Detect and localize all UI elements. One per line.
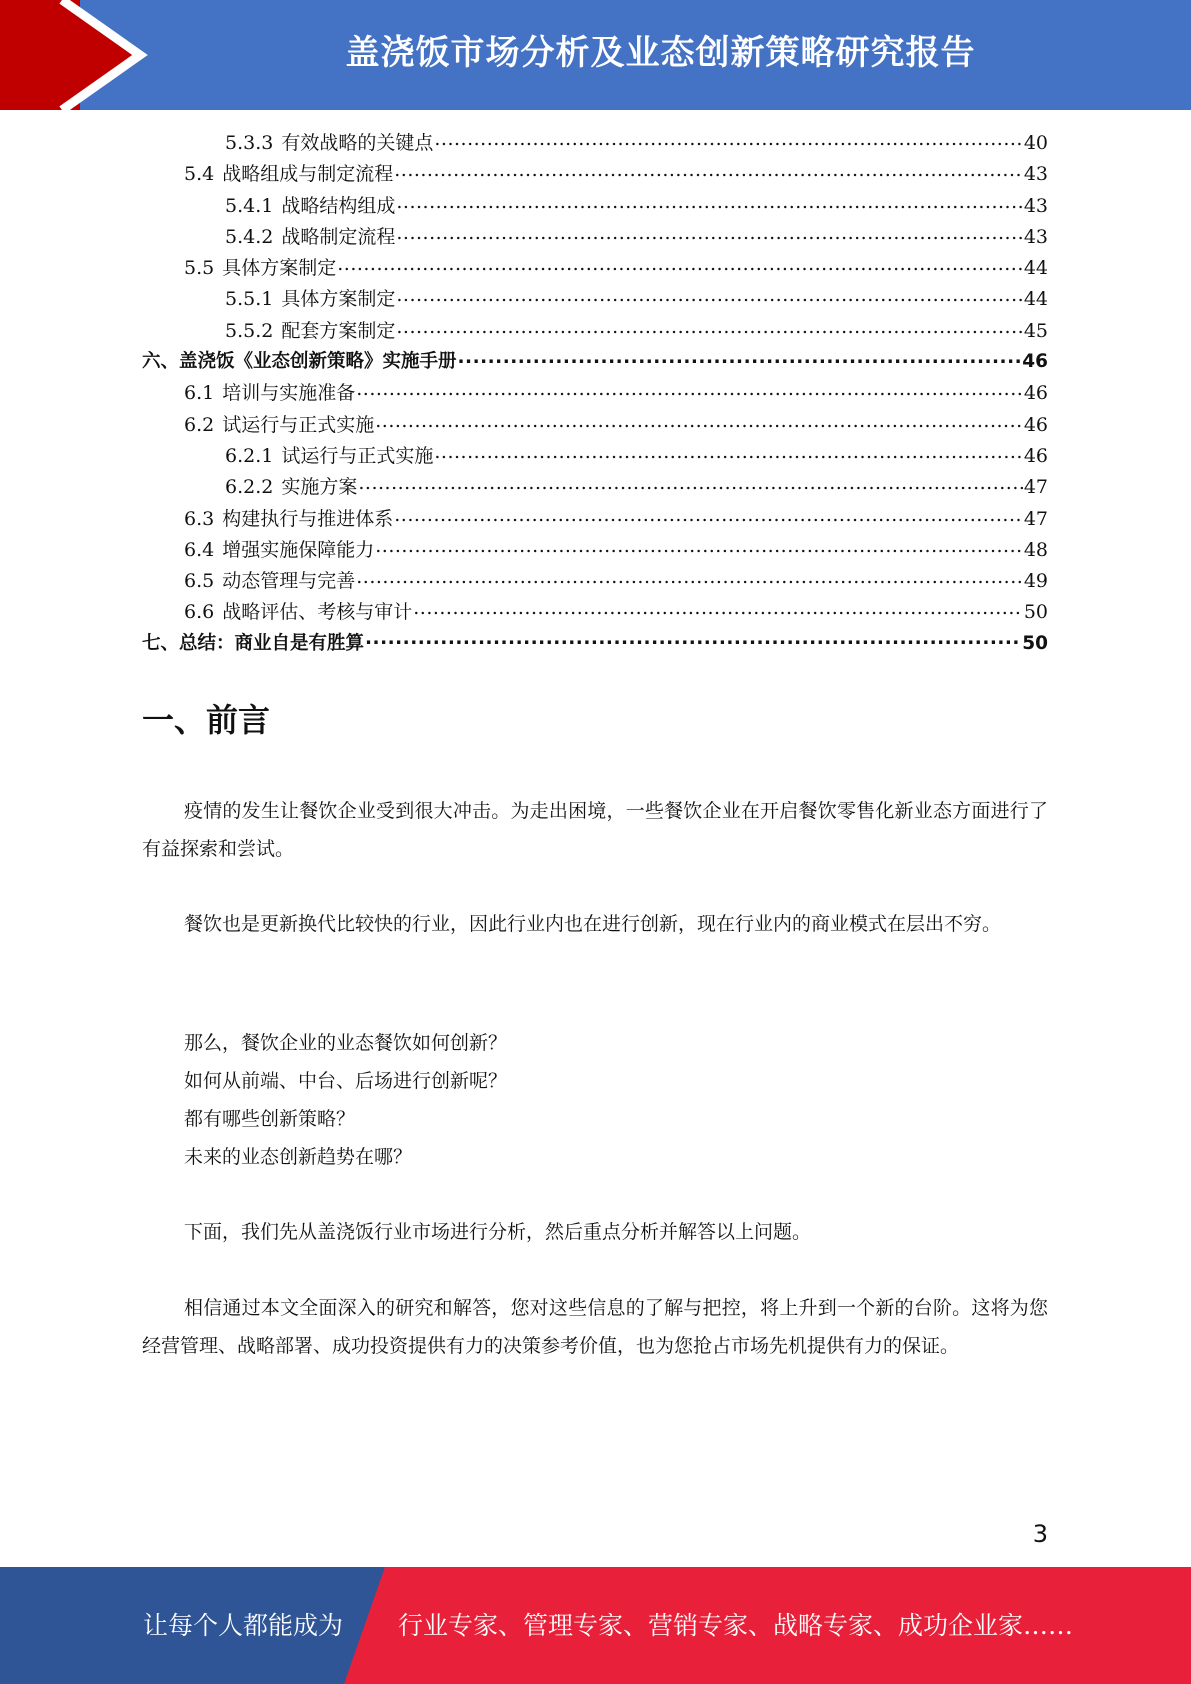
toc-number: 5.4.2 [225, 225, 274, 248]
toc-number: 6.1 [184, 382, 215, 405]
toc-title: 战略评估、考核与审计 [222, 601, 413, 624]
page-header [0, 0, 1191, 110]
toc-title: 构建执行与推进体系 [222, 507, 394, 530]
toc-dot-leader [396, 193, 1022, 212]
paragraph-text: 相信通过本文全面深入的研究和解答，您对这些信息的了解与把控，将上升到一个新的台阶。这将为您经营管理、战略部署、成功投资提供有力的决策参考价值，也为您抢占市场先机提供有力的保证。 [142, 1297, 1048, 1357]
toc-page-number: 49 [1023, 570, 1048, 593]
paragraph-4 [142, 1289, 1048, 1365]
toc-title: 盖浇饭《业态创新策略》实施手册 [179, 351, 457, 373]
question-item: 未来的业态创新趋势在哪？ [184, 1146, 413, 1168]
toc-number: 6.2 [184, 413, 215, 436]
toc-entry[interactable] [142, 222, 1048, 253]
paragraph-3 [142, 1213, 1048, 1251]
toc-dot-leader [413, 599, 1023, 618]
toc-page-number: 46 [1022, 351, 1048, 373]
toc-title: 增强实施保障能力 [222, 538, 375, 561]
footer-slogan-left: 让每个人都能成为 [143, 1611, 344, 1640]
toc-dot-leader [358, 474, 1022, 493]
toc-number: 六、 [142, 351, 180, 373]
toc-page-number: 50 [1022, 632, 1048, 654]
question-item: 那么，餐饮企业的业态餐饮如何创新？ [184, 1032, 508, 1054]
toc-dot-leader [396, 318, 1022, 337]
paragraph-1 [142, 792, 1048, 868]
toc-title: 动态管理与完善 [222, 570, 356, 593]
toc-dot-leader [365, 630, 1021, 649]
toc-title: 有效战略的关键点 [281, 132, 434, 154]
toc-number: 5.5.2 [225, 319, 274, 342]
paragraph-text: 餐饮也是更新换代比较快的行业，因此行业内也在进行创新，现在行业内的商业模式在层出不穷。 [184, 913, 1002, 935]
toc-title: 试运行与正式实施 [222, 413, 375, 436]
toc-title: 具体方案制定 [222, 257, 337, 280]
toc-title: 试运行与正式实施 [281, 444, 434, 467]
toc-dot-leader [356, 568, 1023, 587]
toc-title: 战略制定流程 [281, 225, 396, 248]
paragraph-text: 疫情的发生让餐饮企业受到很大冲击。为走出困境，一些餐饮企业在开启餐饮零售化新业态方面进行了有益探索和尝试。 [142, 800, 1048, 860]
page-footer [0, 1567, 1191, 1684]
toc-page-number: 46 [1023, 382, 1048, 405]
toc-dot-leader [337, 255, 1023, 274]
toc-page-number: 44 [1023, 288, 1048, 311]
toc-number: 6.5 [184, 570, 215, 593]
toc-title: 总结：商业自是有胜算 [179, 632, 365, 654]
toc-number: 6.3 [184, 507, 215, 530]
toc-page-number: 43 [1023, 225, 1048, 248]
toc-entry[interactable] [142, 284, 1048, 315]
toc-page-number: 45 [1023, 319, 1048, 342]
question-item: 都有哪些创新策略？ [184, 1108, 356, 1130]
table-of-contents [142, 128, 1048, 660]
toc-number: 5.4 [184, 163, 215, 186]
toc-dot-leader [434, 443, 1022, 462]
toc-dot-leader [396, 286, 1022, 305]
question-list [142, 1024, 1048, 1176]
toc-number: 6.2.2 [225, 476, 274, 499]
page-number: 3 [1032, 1520, 1048, 1548]
toc-number: 5.4.1 [225, 194, 274, 217]
toc-entry[interactable] [142, 535, 1048, 566]
toc-entry[interactable] [142, 410, 1048, 441]
toc-entry[interactable] [142, 597, 1048, 628]
toc-number: 6.6 [184, 601, 215, 624]
toc-number: 七、 [142, 632, 180, 654]
toc-page-number: 43 [1023, 194, 1048, 217]
toc-page-number: 44 [1023, 257, 1048, 280]
toc-page-number: 46 [1023, 444, 1048, 467]
toc-title: 培训与实施准备 [222, 382, 356, 405]
toc-entry[interactable] [142, 159, 1048, 190]
toc-entry[interactable] [142, 566, 1048, 597]
toc-dot-leader [356, 380, 1023, 399]
toc-page-number: 40 [1023, 132, 1048, 154]
toc-page-number: 47 [1023, 476, 1048, 499]
header-arrow-decoration [0, 0, 160, 110]
toc-title: 具体方案制定 [281, 288, 396, 311]
toc-title: 配套方案制定 [281, 319, 396, 342]
toc-number: 5.5 [184, 257, 215, 280]
toc-entry[interactable] [142, 316, 1048, 347]
paragraph-2 [142, 905, 1048, 943]
toc-dot-leader [394, 506, 1023, 525]
toc-entry[interactable] [142, 253, 1048, 284]
section-heading: 一、前言 [142, 701, 271, 739]
toc-page-number: 43 [1023, 163, 1048, 186]
toc-number: 5.3.3 [225, 132, 274, 154]
report-title: 盖浇饭市场分析及业态创新策略研究报告 [345, 33, 976, 73]
toc-dot-leader [375, 537, 1023, 556]
toc-title: 战略组成与制定流程 [222, 163, 394, 186]
toc-entry[interactable] [142, 128, 1048, 159]
paragraph-text: 下面，我们先从盖浇饭行业市场进行分析，然后重点分析并解答以上问题。 [184, 1221, 812, 1243]
toc-page-number: 48 [1023, 538, 1048, 561]
toc-entry[interactable] [142, 472, 1048, 503]
toc-entry[interactable] [142, 441, 1048, 472]
toc-page-number: 46 [1023, 413, 1048, 436]
toc-dot-leader [394, 161, 1023, 180]
toc-entry[interactable] [142, 191, 1048, 222]
toc-dot-leader [458, 349, 1022, 368]
toc-number: 6.4 [184, 538, 215, 561]
toc-page-number: 50 [1023, 601, 1048, 624]
footer-slogan-right: 行业专家、管理专家、营销专家、战略专家、成功企业家…… [398, 1611, 1074, 1640]
toc-entry[interactable] [142, 347, 1048, 378]
toc-entry[interactable] [142, 378, 1048, 409]
toc-number: 6.2.1 [225, 444, 274, 467]
toc-dot-leader [396, 224, 1022, 243]
toc-page-number: 47 [1023, 507, 1048, 530]
toc-title: 战略结构组成 [281, 194, 396, 217]
toc-dot-leader [434, 130, 1022, 149]
toc-number: 5.5.1 [225, 288, 274, 311]
toc-entry[interactable] [142, 504, 1048, 535]
toc-entry[interactable] [142, 629, 1048, 660]
question-item: 如何从前端、中台、后场进行创新呢？ [184, 1070, 508, 1092]
toc-dot-leader [375, 412, 1023, 431]
toc-title: 实施方案 [281, 476, 358, 499]
